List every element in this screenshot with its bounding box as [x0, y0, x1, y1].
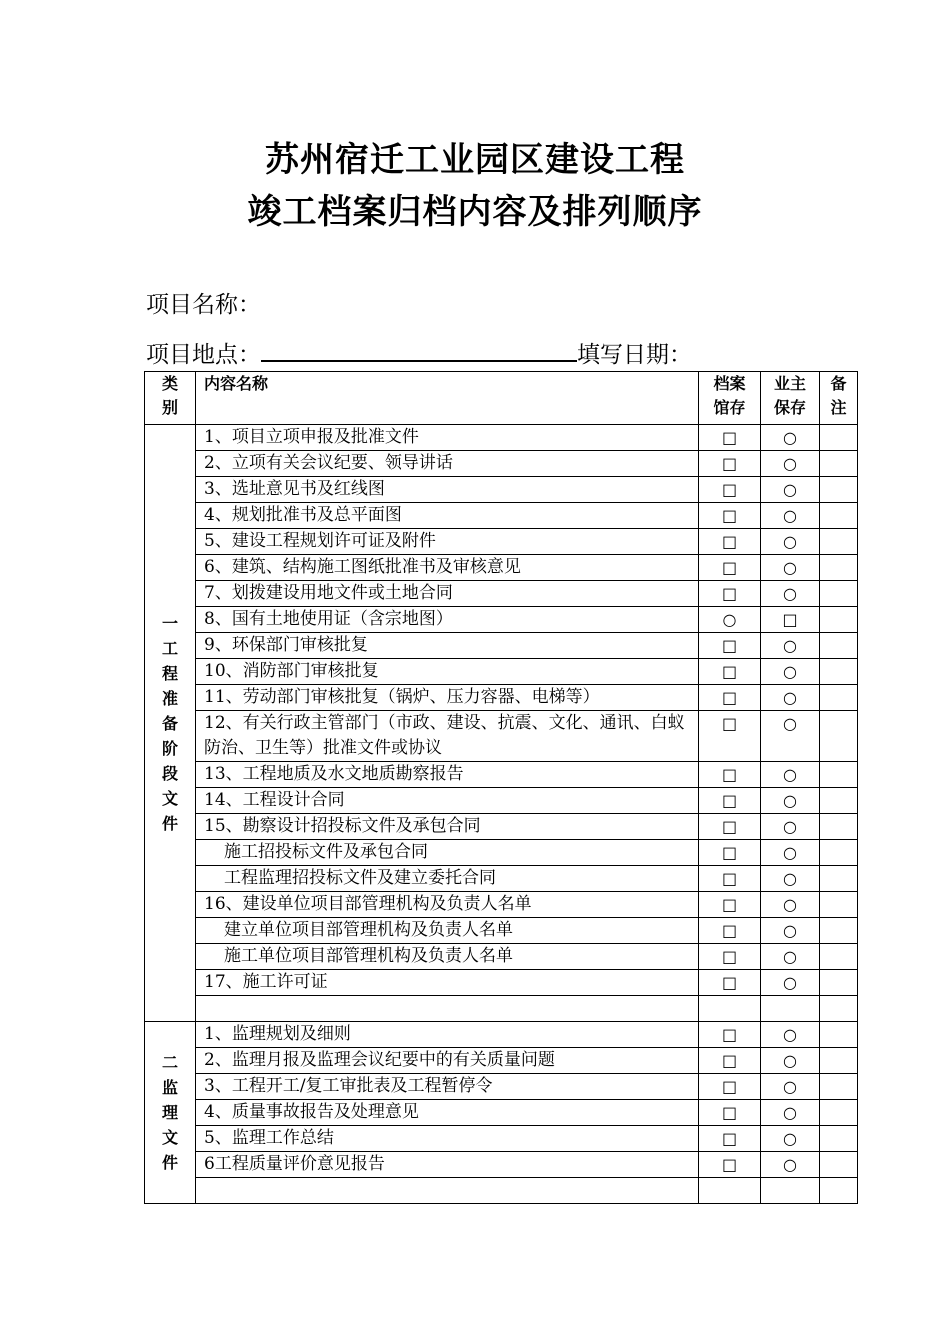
table-row [145, 1048, 858, 1074]
owner-mark-cell: ○ [761, 840, 820, 866]
table-row [145, 607, 858, 633]
table-row [145, 711, 858, 762]
project-name-field [146, 286, 261, 319]
remark-cell [820, 892, 858, 918]
table-header-row [145, 372, 858, 425]
table-row [145, 425, 858, 451]
table-row [145, 996, 858, 1022]
owner-mark-cell: ○ [761, 788, 820, 814]
content-cell: 13、工程地质及水文地质勘察报告 [196, 762, 699, 788]
header-category: 类别 [145, 372, 196, 425]
header-remark: 备注 [820, 372, 858, 425]
remark-cell [820, 529, 858, 555]
owner-mark-cell: ○ [761, 633, 820, 659]
owner-mark-cell: ○ [761, 892, 820, 918]
owner-mark-cell: □ [761, 607, 820, 633]
owner-mark-cell: ○ [761, 1126, 820, 1152]
archive-mark-cell [699, 996, 761, 1022]
remark-cell [820, 996, 858, 1022]
content-cell: 8、国有土地使用证（含宗地图） [196, 607, 699, 633]
remark-cell [820, 633, 858, 659]
table-row [145, 970, 858, 996]
owner-mark-cell: ○ [761, 555, 820, 581]
owner-mark-cell: ○ [761, 685, 820, 711]
table-row [145, 503, 858, 529]
project-name-label: 项目名称： [146, 292, 261, 318]
content-cell: 施工单位项目部管理机构及负责人名单 [196, 944, 699, 970]
table-row [145, 633, 858, 659]
content-cell: 工程监理招投标文件及建立委托合同 [196, 866, 699, 892]
remark-cell [820, 425, 858, 451]
content-cell: 10、消防部门审核批复 [196, 659, 699, 685]
archive-mark-cell: □ [699, 788, 761, 814]
owner-mark-cell: ○ [761, 866, 820, 892]
document-title-line2: 竣工档案归档内容及排列顺序 [247, 192, 703, 232]
content-cell [196, 996, 699, 1022]
archive-mark-cell: □ [699, 1126, 761, 1152]
fill-date-label: 填写日期： [577, 342, 692, 368]
archive-mark-cell: □ [699, 1100, 761, 1126]
table-row [145, 1074, 858, 1100]
document-title-line1: 苏州宿迁工业园区建设工程 [265, 140, 685, 180]
content-cell: 4、质量事故报告及处理意见 [196, 1100, 699, 1126]
archive-mark-cell: □ [699, 944, 761, 970]
archive-mark-cell: □ [699, 477, 761, 503]
remark-cell [820, 1022, 858, 1048]
owner-mark-cell: ○ [761, 1100, 820, 1126]
remark-cell [820, 451, 858, 477]
archive-mark-cell: □ [699, 970, 761, 996]
content-cell: 14、工程设计合同 [196, 788, 699, 814]
remark-cell [820, 918, 858, 944]
archive-mark-cell: □ [699, 451, 761, 477]
remark-cell [820, 581, 858, 607]
content-cell [196, 1178, 699, 1204]
archive-mark-cell: □ [699, 685, 761, 711]
archive-mark-cell: □ [699, 581, 761, 607]
table-row [145, 788, 858, 814]
archive-mark-cell: □ [699, 1152, 761, 1178]
remark-cell [820, 503, 858, 529]
owner-mark-cell: ○ [761, 1074, 820, 1100]
category-label: 一工程准备阶段文件 [161, 613, 178, 833]
owner-mark-cell: ○ [761, 451, 820, 477]
remark-cell [820, 1048, 858, 1074]
remark-cell [820, 1178, 858, 1204]
archive-mark-cell: □ [699, 529, 761, 555]
owner-mark-cell: ○ [761, 918, 820, 944]
table-row [145, 529, 858, 555]
remark-cell [820, 1152, 858, 1178]
remark-cell [820, 607, 858, 633]
owner-mark-cell: ○ [761, 814, 820, 840]
remark-cell [820, 840, 858, 866]
table-row [145, 451, 858, 477]
archive-mark-cell: ○ [699, 607, 761, 633]
owner-mark-cell: ○ [761, 944, 820, 970]
table-row [145, 659, 858, 685]
owner-mark-cell: ○ [761, 970, 820, 996]
table-row [145, 762, 858, 788]
remark-cell [820, 944, 858, 970]
archive-mark-cell: □ [699, 1074, 761, 1100]
content-cell: 12、有关行政主管部门（市政、建设、抗震、文化、通讯、白蚁防治、卫生等）批准文件或协议 [196, 711, 699, 762]
owner-mark-cell: ○ [761, 711, 820, 762]
remark-cell [820, 788, 858, 814]
content-cell: 17、施工许可证 [196, 970, 699, 996]
table-row [145, 685, 858, 711]
project-location-field [146, 336, 692, 369]
content-cell: 11、劳动部门审核批复（锅炉、压力容器、电梯等） [196, 685, 699, 711]
table-row [145, 918, 858, 944]
content-cell: 6工程质量评价意见报告 [196, 1152, 699, 1178]
content-cell: 施工招投标文件及承包合同 [196, 840, 699, 866]
owner-mark-cell: ○ [761, 581, 820, 607]
owner-mark-cell: ○ [761, 529, 820, 555]
remark-cell [820, 711, 858, 762]
archive-mark-cell: □ [699, 1022, 761, 1048]
remark-cell [820, 685, 858, 711]
owner-mark-cell: ○ [761, 503, 820, 529]
content-cell: 7、划拨建设用地文件或土地合同 [196, 581, 699, 607]
archive-mark-cell: □ [699, 866, 761, 892]
remark-cell [820, 762, 858, 788]
category-cell [145, 1022, 196, 1204]
owner-mark-cell: ○ [761, 1048, 820, 1074]
owner-mark-cell: ○ [761, 659, 820, 685]
content-cell: 15、勘察设计招投标文件及承包合同 [196, 814, 699, 840]
project-location-label: 项目地点： [146, 342, 261, 368]
category-label: 二监理文件 [161, 1053, 178, 1172]
header-owner: 业主保存 [761, 372, 820, 425]
owner-mark-cell [761, 1178, 820, 1204]
table-row [145, 840, 858, 866]
content-cell: 16、建设单位项目部管理机构及负责人名单 [196, 892, 699, 918]
remark-cell [820, 866, 858, 892]
archive-table [144, 371, 858, 1204]
content-cell: 5、监理工作总结 [196, 1126, 699, 1152]
archive-mark-cell: □ [699, 555, 761, 581]
table-row [145, 1022, 858, 1048]
table-row [145, 555, 858, 581]
archive-mark-cell: □ [699, 659, 761, 685]
table-row [145, 1126, 858, 1152]
table-row [145, 581, 858, 607]
owner-mark-cell: ○ [761, 1022, 820, 1048]
table-row [145, 944, 858, 970]
table-row [145, 892, 858, 918]
archive-mark-cell: □ [699, 711, 761, 762]
archive-mark-cell: □ [699, 633, 761, 659]
content-cell: 9、环保部门审核批复 [196, 633, 699, 659]
content-cell: 3、选址意见书及红线图 [196, 477, 699, 503]
content-cell: 5、建设工程规划许可证及附件 [196, 529, 699, 555]
table-body [145, 425, 858, 1204]
category-cell [145, 425, 196, 1022]
table-row [145, 866, 858, 892]
remark-cell [820, 1074, 858, 1100]
remark-cell [820, 1126, 858, 1152]
remark-cell [820, 970, 858, 996]
owner-mark-cell: ○ [761, 425, 820, 451]
content-cell: 1、监理规划及细则 [196, 1022, 699, 1048]
content-cell: 1、项目立项申报及批准文件 [196, 425, 699, 451]
archive-mark-cell: □ [699, 892, 761, 918]
owner-mark-cell: ○ [761, 477, 820, 503]
content-cell: 2、立项有关会议纪要、领导讲话 [196, 451, 699, 477]
archive-mark-cell [699, 1178, 761, 1204]
owner-mark-cell: ○ [761, 762, 820, 788]
remark-cell [820, 814, 858, 840]
archive-mark-cell: □ [699, 814, 761, 840]
header-content: 内容名称 [196, 372, 699, 425]
content-cell: 6、建筑、结构施工图纸批准书及审核意见 [196, 555, 699, 581]
header-archive: 档案馆存 [699, 372, 761, 425]
content-cell: 建立单位项目部管理机构及负责人名单 [196, 918, 699, 944]
archive-mark-cell: □ [699, 503, 761, 529]
archive-mark-cell: □ [699, 1048, 761, 1074]
archive-mark-cell: □ [699, 840, 761, 866]
content-cell: 4、规划批准书及总平面图 [196, 503, 699, 529]
table-row [145, 1178, 858, 1204]
archive-mark-cell: □ [699, 425, 761, 451]
archive-mark-cell: □ [699, 762, 761, 788]
table-row [145, 477, 858, 503]
table-row [145, 1100, 858, 1126]
project-location-blank[interactable] [261, 338, 577, 362]
remark-cell [820, 1100, 858, 1126]
owner-mark-cell: ○ [761, 1152, 820, 1178]
archive-mark-cell: □ [699, 918, 761, 944]
content-cell: 2、监理月报及监理会议纪要中的有关质量问题 [196, 1048, 699, 1074]
owner-mark-cell [761, 996, 820, 1022]
table-row [145, 814, 858, 840]
table-row [145, 1152, 858, 1178]
content-cell: 3、工程开工/复工审批表及工程暂停令 [196, 1074, 699, 1100]
remark-cell [820, 555, 858, 581]
remark-cell [820, 477, 858, 503]
remark-cell [820, 659, 858, 685]
